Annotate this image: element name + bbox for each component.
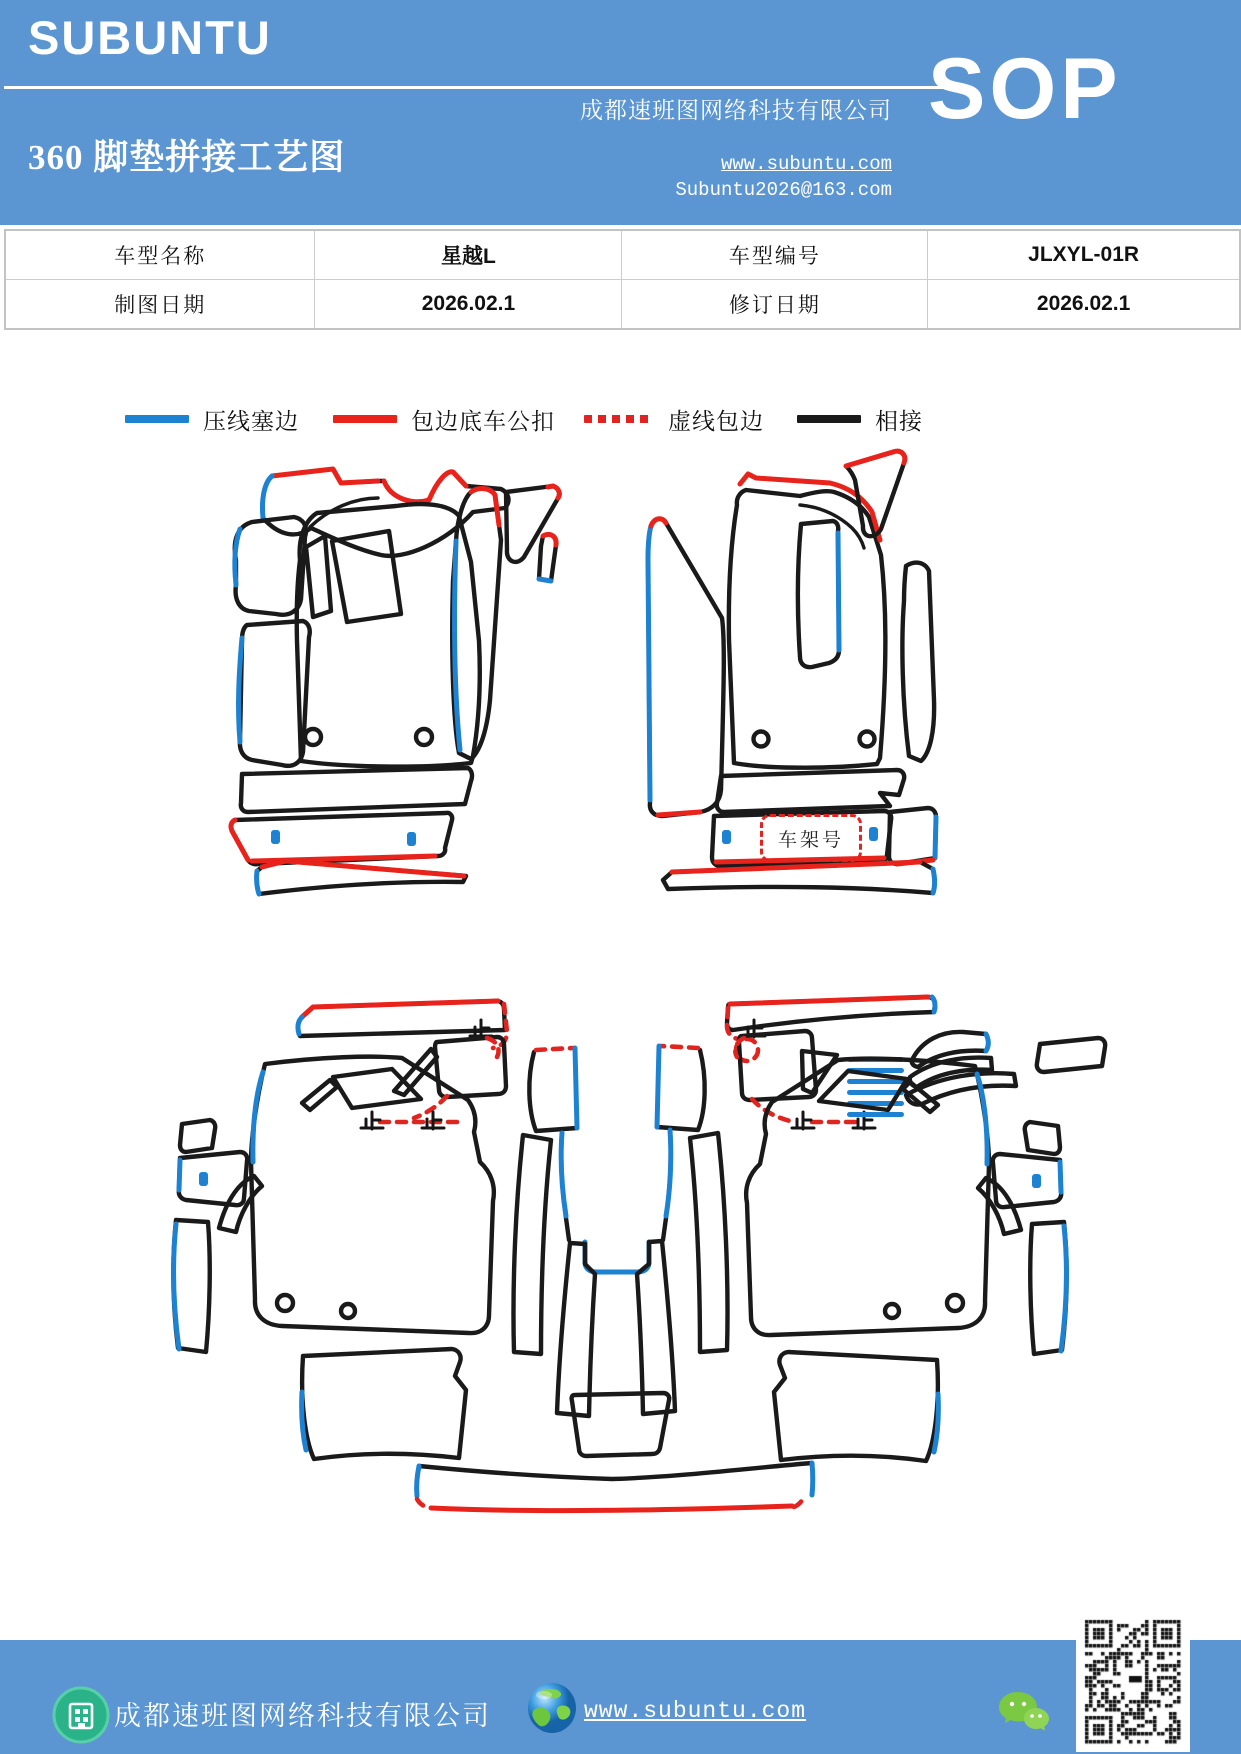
black-line-swatch [797,415,861,423]
legend-item-dashed-bind: 虚线包边 [584,404,764,434]
company-name: 成都速班图网络科技有限公司 [580,98,892,123]
table-cell-model-code-label: 车型编号 [622,231,928,280]
header-divider [4,86,956,89]
table-cell-model-name-value: 星越L [315,231,622,280]
qr-code [1076,1612,1190,1752]
globe-icon [526,1682,578,1736]
brand-logo: SUBUNTU [28,11,272,64]
legend-item-press-line: 压线塞边 [125,404,299,434]
vehicle-info-table [4,229,1241,330]
trunk-diagram-right [648,451,936,866]
table-cell-revise-date-value: 2026.02.1 [1036,291,1131,315]
line-type-legend [0,404,1241,434]
red-dashed-swatch [584,415,654,423]
blue-line-swatch [125,415,189,423]
table-cell-draw-date-value: 2026.02.1 [315,280,622,329]
table-cell-draw-date-label: 制图日期 [6,280,315,329]
full-set-diagram [173,861,1105,1510]
email-address: Subuntu2026@163.com [675,179,892,201]
header-banner [0,0,1241,225]
page-title: 360 脚垫拼接工艺图 [28,138,346,177]
sop-badge: SOP [928,41,1122,137]
table-cell-model-code-value: JLXYL-01R [928,231,1239,280]
wechat-icon [996,1688,1052,1736]
legend-item-joint: 相接 [797,404,923,434]
table-cell-revise-date-label: 修订日期 [622,280,928,329]
trunk-diagram-left [231,469,559,864]
legend-item-edge-buckle: 包边底车公扣 [333,404,555,434]
footer-company-name: 成都速班图网络科技有限公司 [114,1701,491,1731]
building-icon [52,1686,110,1744]
red-line-swatch [333,415,397,423]
chassis-number-label: 车架号 [760,814,862,862]
footer-website-link[interactable]: www.subuntu.com [584,1698,807,1724]
website-link[interactable]: www.subuntu.com [720,153,892,175]
table-cell-model-name-label: 车型名称 [6,231,315,280]
